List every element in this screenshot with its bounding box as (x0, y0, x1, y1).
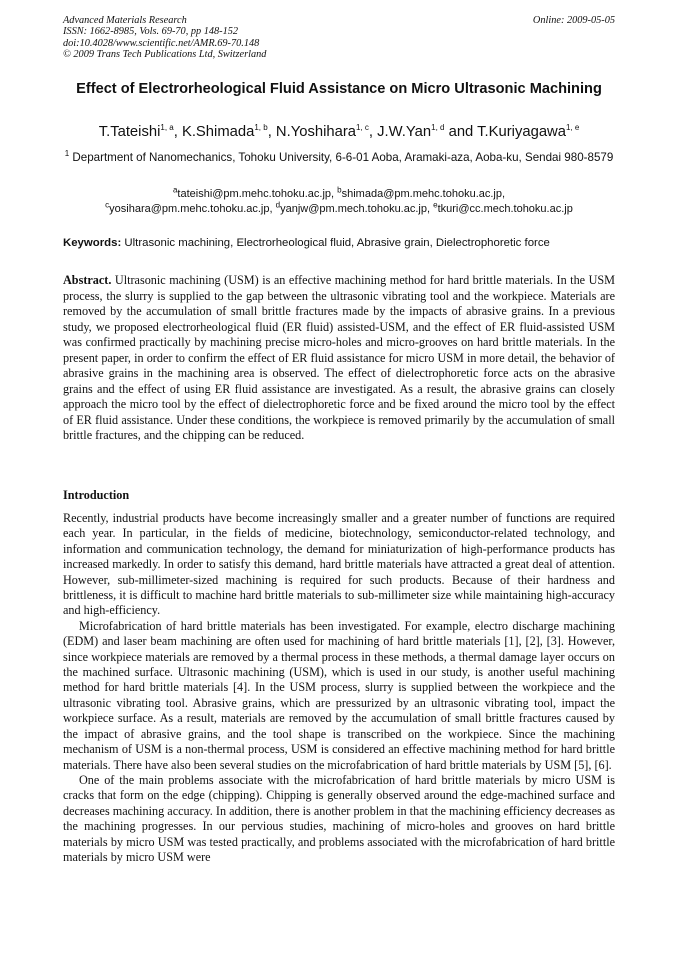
author: N.Yoshihara$^{1, c}$, (275, 123, 378, 140)
author-emails (50, 187, 628, 216)
abstract-label: Abstract. (63, 273, 112, 287)
online-date: Online: 2009-05-05 (532, 15, 615, 26)
author: K.Shimada$^{1, b}$, (181, 123, 276, 140)
paper-title: Effect of Electrorheological Fluid Assistance on Micro Ultrasonic Machining (76, 81, 602, 97)
affiliation: $^1$ Department of Nanomechanics, Tohoku University, 6-6-01 Aoba, Aramaki-aza, Aoba-ku, Sendai 980-8579 (64, 149, 614, 164)
doi-line: doi:10.4028/www.scientific.net/AMR.69-70.148 (63, 37, 260, 49)
author-list (40, 123, 638, 141)
paragraph: One of the main problems associate with the microfabrication of hard brittle materials by micro USM is cracks that form on the edge (chipping). Chipping is generally observed around the edge-machined surface and decreases machining accuracy. In addition, there is another problem in that the machining efficiency decreases as the machining progresses. In our pervious studies, machining of micro-holes and grooves on hard brittle materials by micro USM was tested practically, and problems associated with the microfabrication of hard brittle materials by micro USM were (63, 772, 615, 864)
author: J.W.Yan$^{1, d}$ and (377, 123, 478, 140)
issn-line: ISSN: 1662-8985, Vols. 69-70, pp 148-152 (63, 26, 239, 38)
email-address[interactable]: yanjw@pm.mech.tohoku.ac.jp (280, 202, 427, 215)
author: T.Kuriyagawa$^{1, e}$ (477, 123, 580, 140)
copyright-line: © 2009 Trans Tech Publications Ltd, Switzerland (63, 49, 267, 61)
journal-name: Advanced Materials Research (63, 15, 187, 26)
keywords-text: Ultrasonic machining, Electrorheological fluid, Abrasive grain, Dielectrophoretic force (124, 237, 550, 249)
keywords-label: Keywords: (63, 237, 122, 249)
email-line: $^a$tateishi@pm.mehc.tohoku.ac.jp, $^b$shimada@pm.mehc.tohoku.ac.jp, (172, 185, 506, 200)
email-line: $^c$yosihara@pm.mehc.tohoku.ac.jp, $^d$yanjw@pm.mech.tohoku.ac.jp, $^e$tkuri@cc.mech.tohoku.ac.jp (105, 199, 573, 215)
email-address[interactable]: yosihara@pm.mehc.tohoku.ac.jp (109, 202, 270, 215)
email-address[interactable]: tkuri@cc.mech.tohoku.ac.jp (437, 202, 573, 215)
abstract (63, 273, 615, 444)
author: T.Tateishi$^{1, a}$, (98, 123, 182, 140)
keywords (63, 236, 623, 250)
publication-info (63, 15, 483, 61)
paragraph: Microfabrication of hard brittle materials has been investigated. For example, electro discharge machining (EDM) and laser beam machining are often used for machining of hard brittle materials [1], [2], [3]. However, since workpiece materials are removed by a thermal process in these methods, a thermal damage layer occurs on the machined surface. Ultrasonic machining (USM), which is used in our study, is another useful machining method for hard brittle materials [4]. In the USM process, slurry is supplied between the workpiece and the ultrasonic vibrating tool. Abrasive grains, which are pressurized by an ultrasonic vibrating tool, impact the workpiece surface. As a result, materials are removed by the accumulation of small brittle fractures caused by the impact of abrasive grains, and the tool shape is transcribed on the workpiece. Since the machining mechanism of USM is a non-thermal process, USM is considered an effective machining method for hard brittle materials. There have also been several studies on the microfabrication of hard brittle materials by USM [5], [6]. (63, 618, 615, 772)
section-heading-introduction: Introduction (63, 488, 130, 502)
introduction-body (63, 511, 615, 865)
email-address[interactable]: tateishi@pm.mehc.tohoku.ac.jp (177, 188, 332, 200)
email-address[interactable]: shimada@pm.mehc.tohoku.ac.jp (341, 188, 502, 200)
paragraph: Recently, industrial products have become increasingly smaller and a greater number of functions are required each year. In particular, in the fields of medicine, biotechnology, semiconductor-related technology, and information and communication technology, the demand for miniaturization of high-performance products has increased markedly. In order to satisfy this demand, hard brittle materials have attracted a great deal of attention. However, sub-millimeter-sized machining is required for such products. Because of their hardness and brittleness, it is difficult to machine hard brittle materials to sub-millimeter size while maintaining high-accuracy and high-efficiency. (63, 511, 615, 618)
abstract-text: Ultrasonic machining (USM) is an effective machining method for hard brittle materials. In the USM process, the slurry is supplied to the gap between the ultrasonic vibrating tool and the workpiece. Materials are removed by the accumulation of small brittle fractures made by the impacts of abrasive grains. In a previous study, we proposed electrorheological fluid (ER fluid) assisted-USM, and the effect of ER fluid-assisted USM was confirmed practically by machining precise micro-holes and micro-grooves on hard brittle materials. In the present paper, in order to confirm the effect of ER fluid assistance for micro USM in more detail, the behavior of abrasive grains in the machining area is observed. The effect of dielectrophoretic force acts on the abrasive grains and the effect of using ER fluid assistance are investigated. As a result, the abrasive grains can closely approach the micro tool by the effect of dielectrophoretic force and be fixed around the micro tool by the effect of ER fluid assistance. Under these conditions, the workpiece is removed primarily by the accumulation of small brittle fractures, and the chipping can be reduced. (63, 273, 615, 442)
